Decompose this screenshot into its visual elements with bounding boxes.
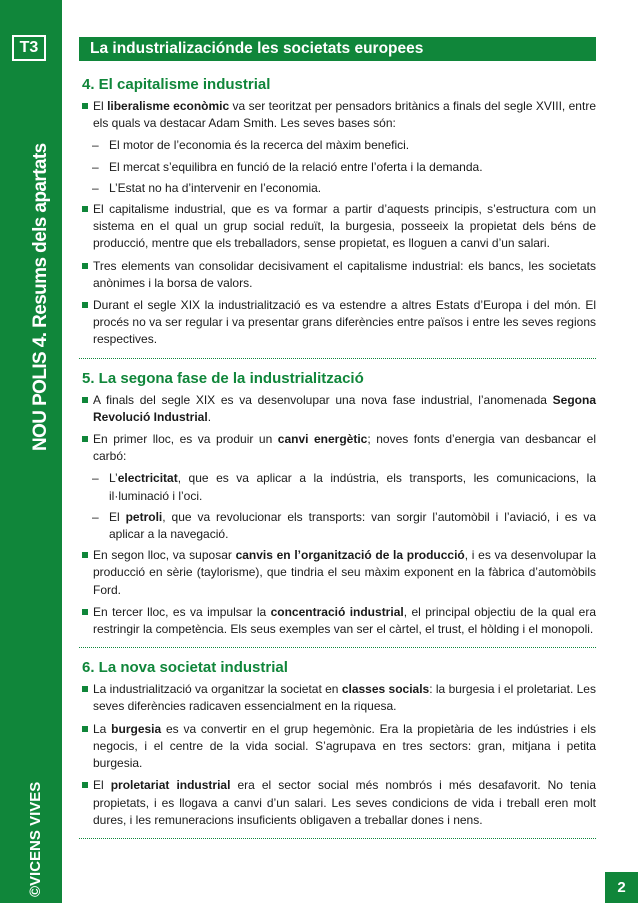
- text: , i es va desenvolupar la producció en sèrie (taylorisme), que tindria el seu màxim exponent en la fàbrica d’automòbils Ford.: [93, 548, 596, 597]
- square-bullet-icon: [82, 436, 88, 442]
- sidebar-divider: [62, 0, 66, 903]
- text: El motor de l’economia és la recerca del màxim benefici.: [109, 138, 410, 153]
- text: En segon lloc, va suposar: [93, 548, 236, 563]
- sub-item: [79, 509, 596, 543]
- dash-icon: –: [92, 509, 99, 524]
- text: L’: [109, 471, 118, 486]
- text: era el sector social més nombrós i més desafavorit. No tenia propietats, i es llogava a canvi d’un salari. Les seves condicions de vida i treball eren molt dures, i les remuneracions insuficients obligaven a treballar dones i nens.: [93, 778, 596, 827]
- text: A finals del segle XIX es va desenvolupar una nova fase industrial, l’anomenada: [93, 392, 553, 407]
- text: , que es va aplicar a la indústria, els transports, les comunicacions, la il·luminació i l’oci.: [109, 471, 596, 503]
- unit-tag: T3: [12, 35, 46, 61]
- list-item: [79, 392, 596, 426]
- dash-icon: –: [92, 180, 99, 195]
- highlight: classes socials: [341, 682, 430, 697]
- list-item: [79, 547, 596, 599]
- text: El: [109, 509, 126, 524]
- text: Tres elements van consolidar decisivament el capitalisme industrial: els bancs, les societats anònimes i la borsa de valors.: [93, 258, 596, 290]
- sub-item: [79, 180, 596, 197]
- square-bullet-icon: [82, 263, 88, 269]
- list-item: [79, 431, 596, 465]
- text: va ser teoritzat per pensadors britànics a finals del segle XVIII, entre els quals va destacar Adam Smith. Les seves bases són:: [93, 99, 596, 131]
- square-bullet-icon: [82, 206, 88, 212]
- publisher-logo: ©VICENS VIVES: [27, 781, 44, 897]
- sub-item: [79, 159, 596, 176]
- dotted-separator: [79, 838, 596, 839]
- text: L’Estat no ha d’intervenir en l’economia.: [109, 180, 322, 195]
- highlight: canvi energètic: [277, 432, 368, 447]
- main-content: [79, 76, 596, 850]
- highlight: canvis en l’organització de la producció: [235, 548, 465, 563]
- dash-icon: –: [92, 159, 99, 174]
- text: , que va revolucionar els transports: van sorgir l’automòbil i l’aviació, i es va aplicar a la navegació.: [109, 509, 596, 542]
- square-bullet-icon: [82, 552, 88, 558]
- text: ; noves fonts d’energia van desbancar el carbó:: [93, 432, 597, 464]
- highlight: petroli: [125, 509, 163, 524]
- highlight: electricitat: [117, 471, 178, 486]
- page-number: 2: [605, 872, 638, 903]
- sidebar: [0, 0, 62, 903]
- section-title: 5. La segona fase de la industrialització: [82, 369, 364, 387]
- highlight: Segona Revolució Industrial: [93, 392, 596, 424]
- dotted-separator: [79, 358, 596, 359]
- page-title: La industrializaciónde les societats europees: [79, 37, 596, 61]
- list-item: [79, 201, 596, 253]
- list-item: [79, 297, 596, 349]
- list-item: [79, 777, 596, 829]
- list-item: [79, 604, 596, 638]
- highlight: liberalisme econòmic: [107, 99, 230, 113]
- sub-item: [79, 470, 596, 504]
- square-bullet-icon: [82, 726, 88, 732]
- list-item: [79, 681, 596, 715]
- text: El capitalisme industrial, que es va formar a partir d’aquests principis, s’estructura com un sistema en el qual un grup social reduït, la burgesia, posseeix la propietat dels béns de producció, mentre que els treballadors, sense propietat, es lloguen a canvi d’un salari.: [93, 202, 596, 251]
- list-item: [79, 721, 596, 773]
- text: El mercat s’equilibra en funció de la relació entre l’oferta i la demanda.: [109, 159, 483, 174]
- section-title: 4. El capitalisme industrial: [82, 76, 271, 93]
- text: : la burgesia i el proletariat. Les seves diferències radicaven essencialment en la riquesa.: [93, 682, 596, 714]
- highlight: concentració industrial: [270, 604, 404, 619]
- text: es va convertir en el grup hegemònic. Era la propietària de les indústries i els negocis, i el centre de la vida social. S’agrupava en tres sectors: gran, mitjana i petita burgesia.: [93, 721, 596, 771]
- square-bullet-icon: [82, 782, 88, 788]
- square-bullet-icon: [82, 103, 88, 109]
- dash-icon: –: [92, 138, 99, 153]
- text: .: [207, 409, 212, 424]
- text: La: [93, 721, 112, 736]
- dotted-separator: [79, 647, 596, 648]
- text: El: [93, 99, 108, 113]
- text: , el principal objectiu de la qual era restringir la competència. Els seus exemples van ser el càrtel, el trust, el hòlding i el monopoli.: [93, 604, 597, 637]
- list-item: [79, 258, 596, 292]
- highlight: proletariat industrial: [110, 778, 231, 793]
- section-title: 6. La nova societat industrial: [82, 659, 288, 677]
- text: La industrialització va organitzar la societat en: [93, 682, 342, 697]
- square-bullet-icon: [82, 397, 88, 403]
- text: En primer lloc, es va produir un: [93, 432, 278, 447]
- square-bullet-icon: [82, 302, 88, 308]
- square-bullet-icon: [82, 609, 88, 615]
- text: El: [93, 778, 111, 793]
- sub-item: [79, 137, 596, 154]
- series-title: NOU POLIS 4. Resums dels apartats: [30, 143, 51, 451]
- list-item: [79, 98, 596, 132]
- dash-icon: –: [92, 471, 99, 486]
- text: En tercer lloc, es va impulsar la: [93, 604, 271, 619]
- square-bullet-icon: [82, 686, 88, 692]
- highlight: burgesia: [111, 721, 162, 736]
- text: Durant el segle XIX la industrialització es va estendre a altres Estats d’Europa i del món. El procés no va ser regular i va presentar grans diferències entre països i entre les seves regions respectives.: [93, 298, 596, 347]
